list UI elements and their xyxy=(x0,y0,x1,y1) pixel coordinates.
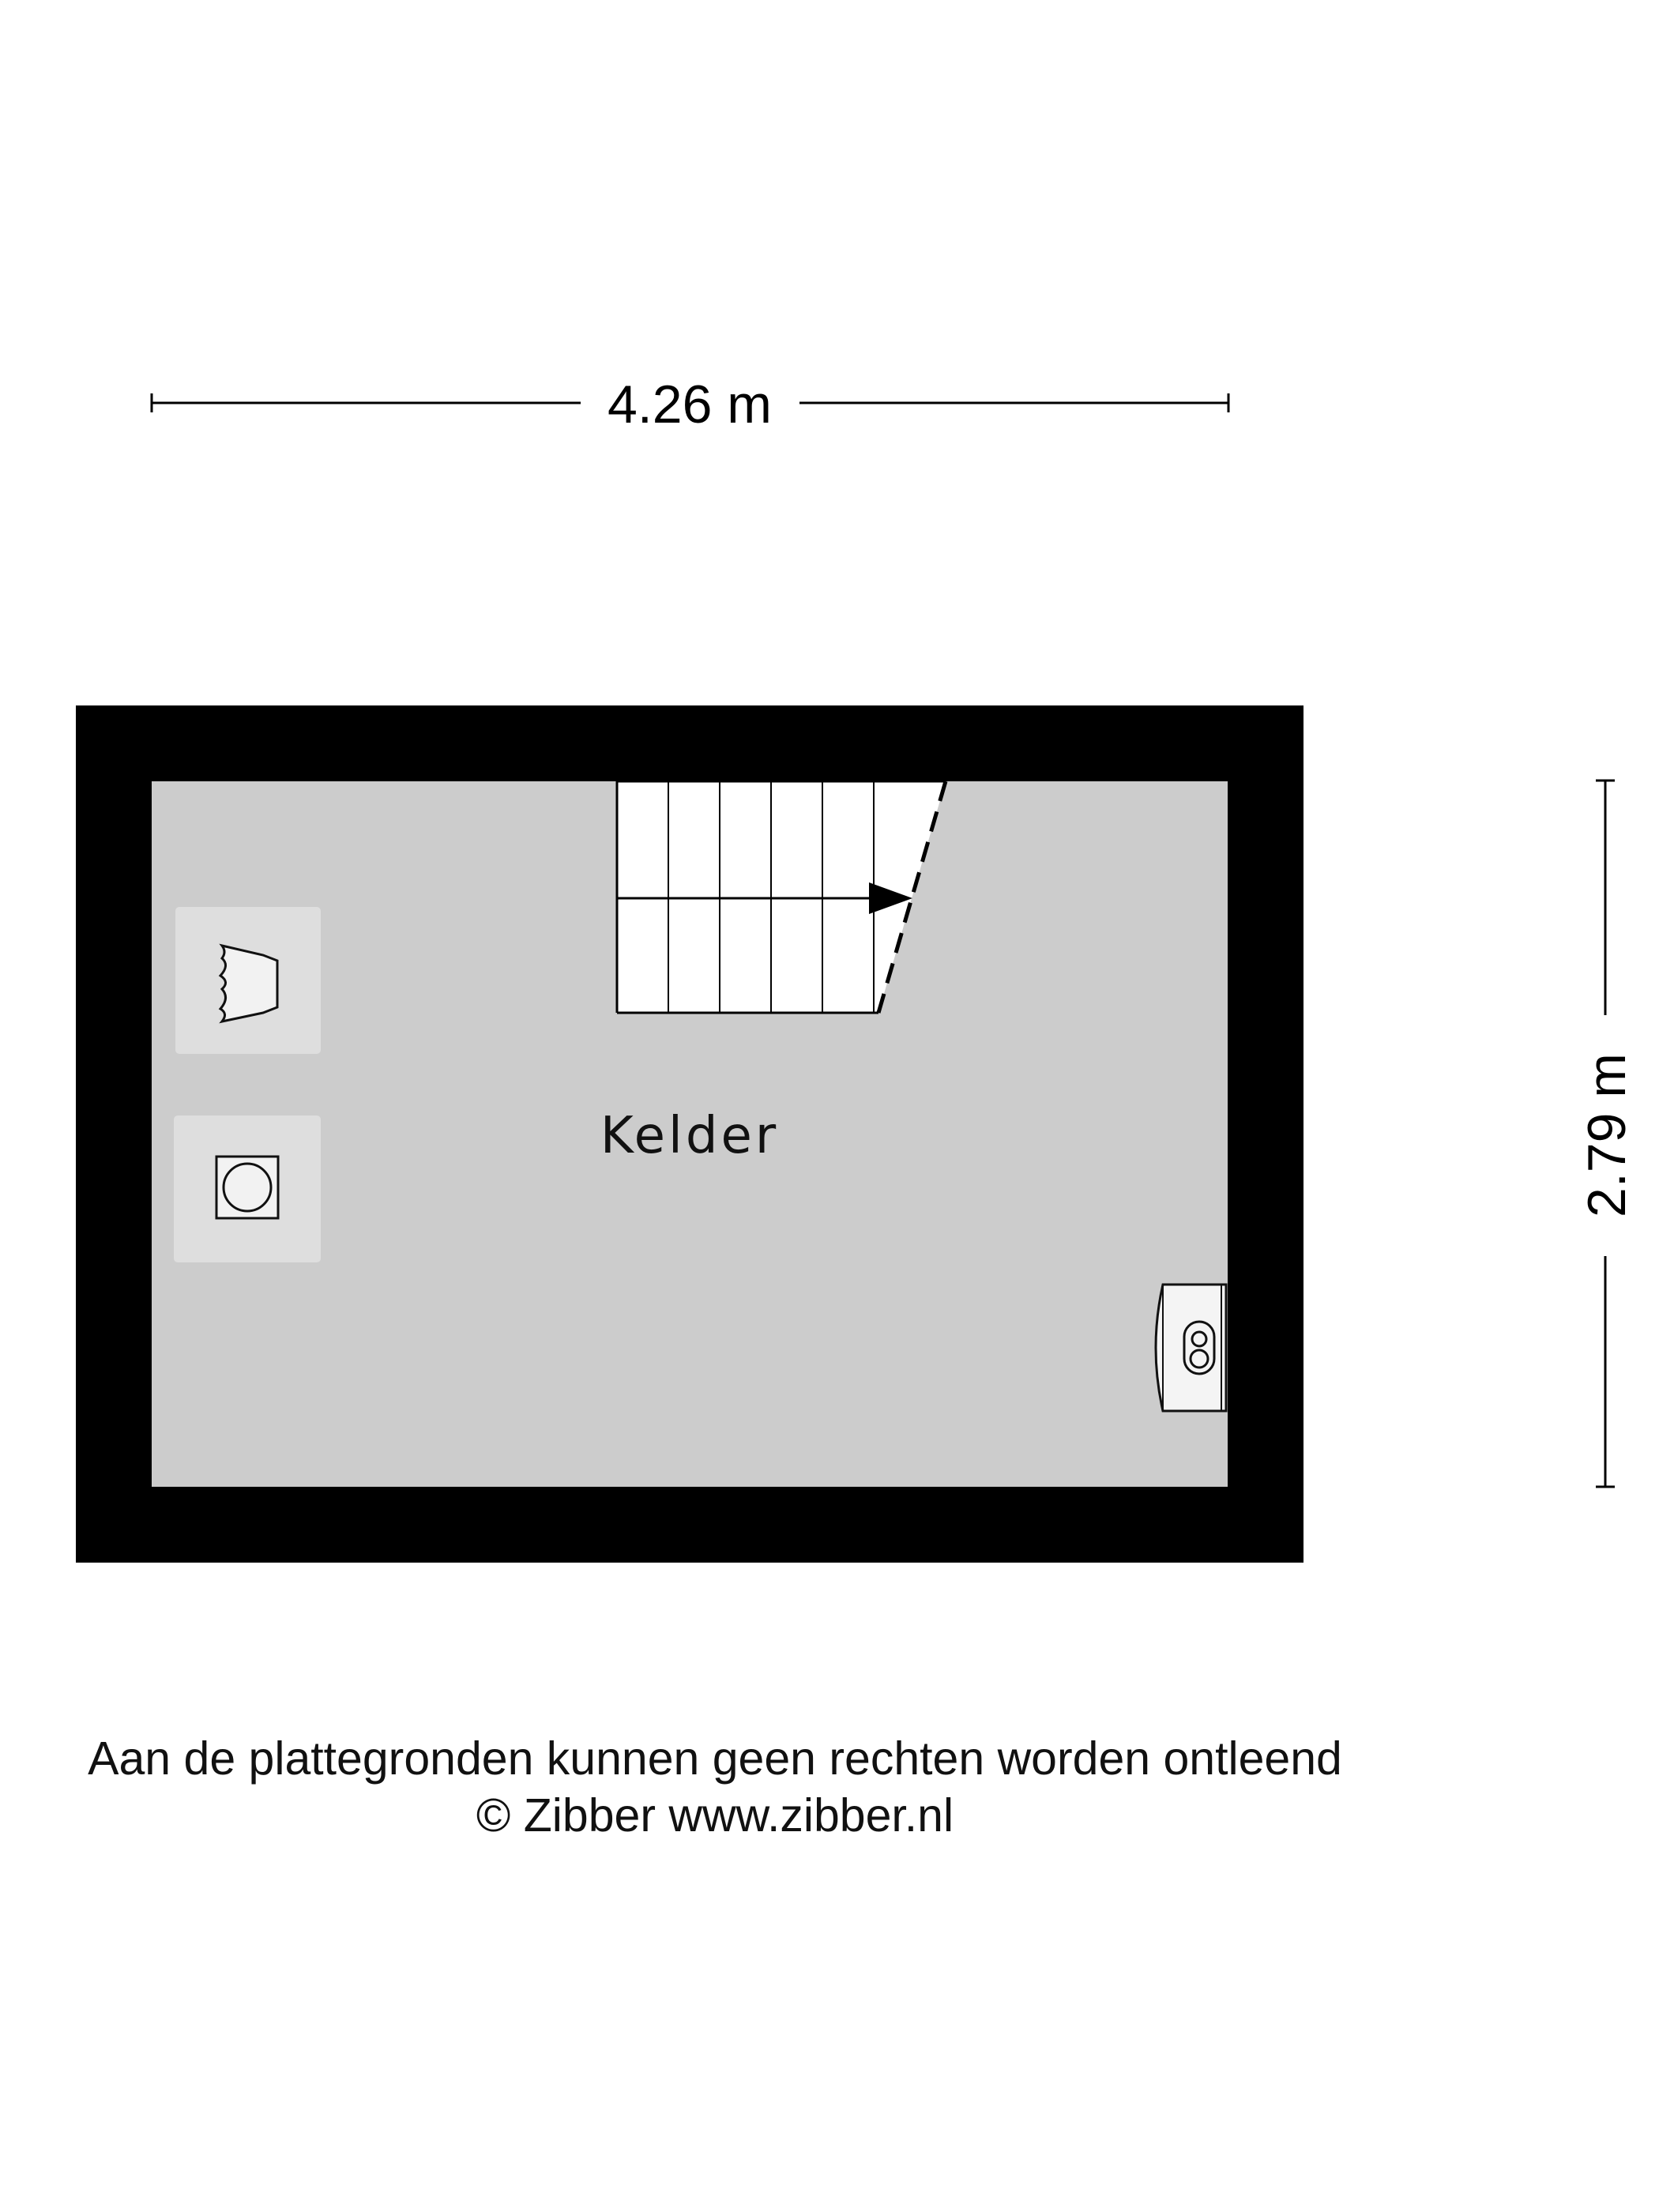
dryer-icon xyxy=(175,907,321,1054)
disclaimer-text: Aan de plattegronden kunnen geen rechten worden ontleend xyxy=(88,1732,1342,1785)
height-dimension xyxy=(1577,781,1637,1487)
boiler-icon xyxy=(1156,1285,1226,1411)
width-dimension xyxy=(152,374,1228,434)
width-label: 4.26 m xyxy=(608,374,772,434)
washing-machine-icon xyxy=(174,1115,321,1262)
room-label: Kelder xyxy=(600,1107,780,1165)
height-label: 2.79 m xyxy=(1577,1053,1637,1217)
copyright-text: © Zibber www.zibber.nl xyxy=(476,1789,954,1841)
